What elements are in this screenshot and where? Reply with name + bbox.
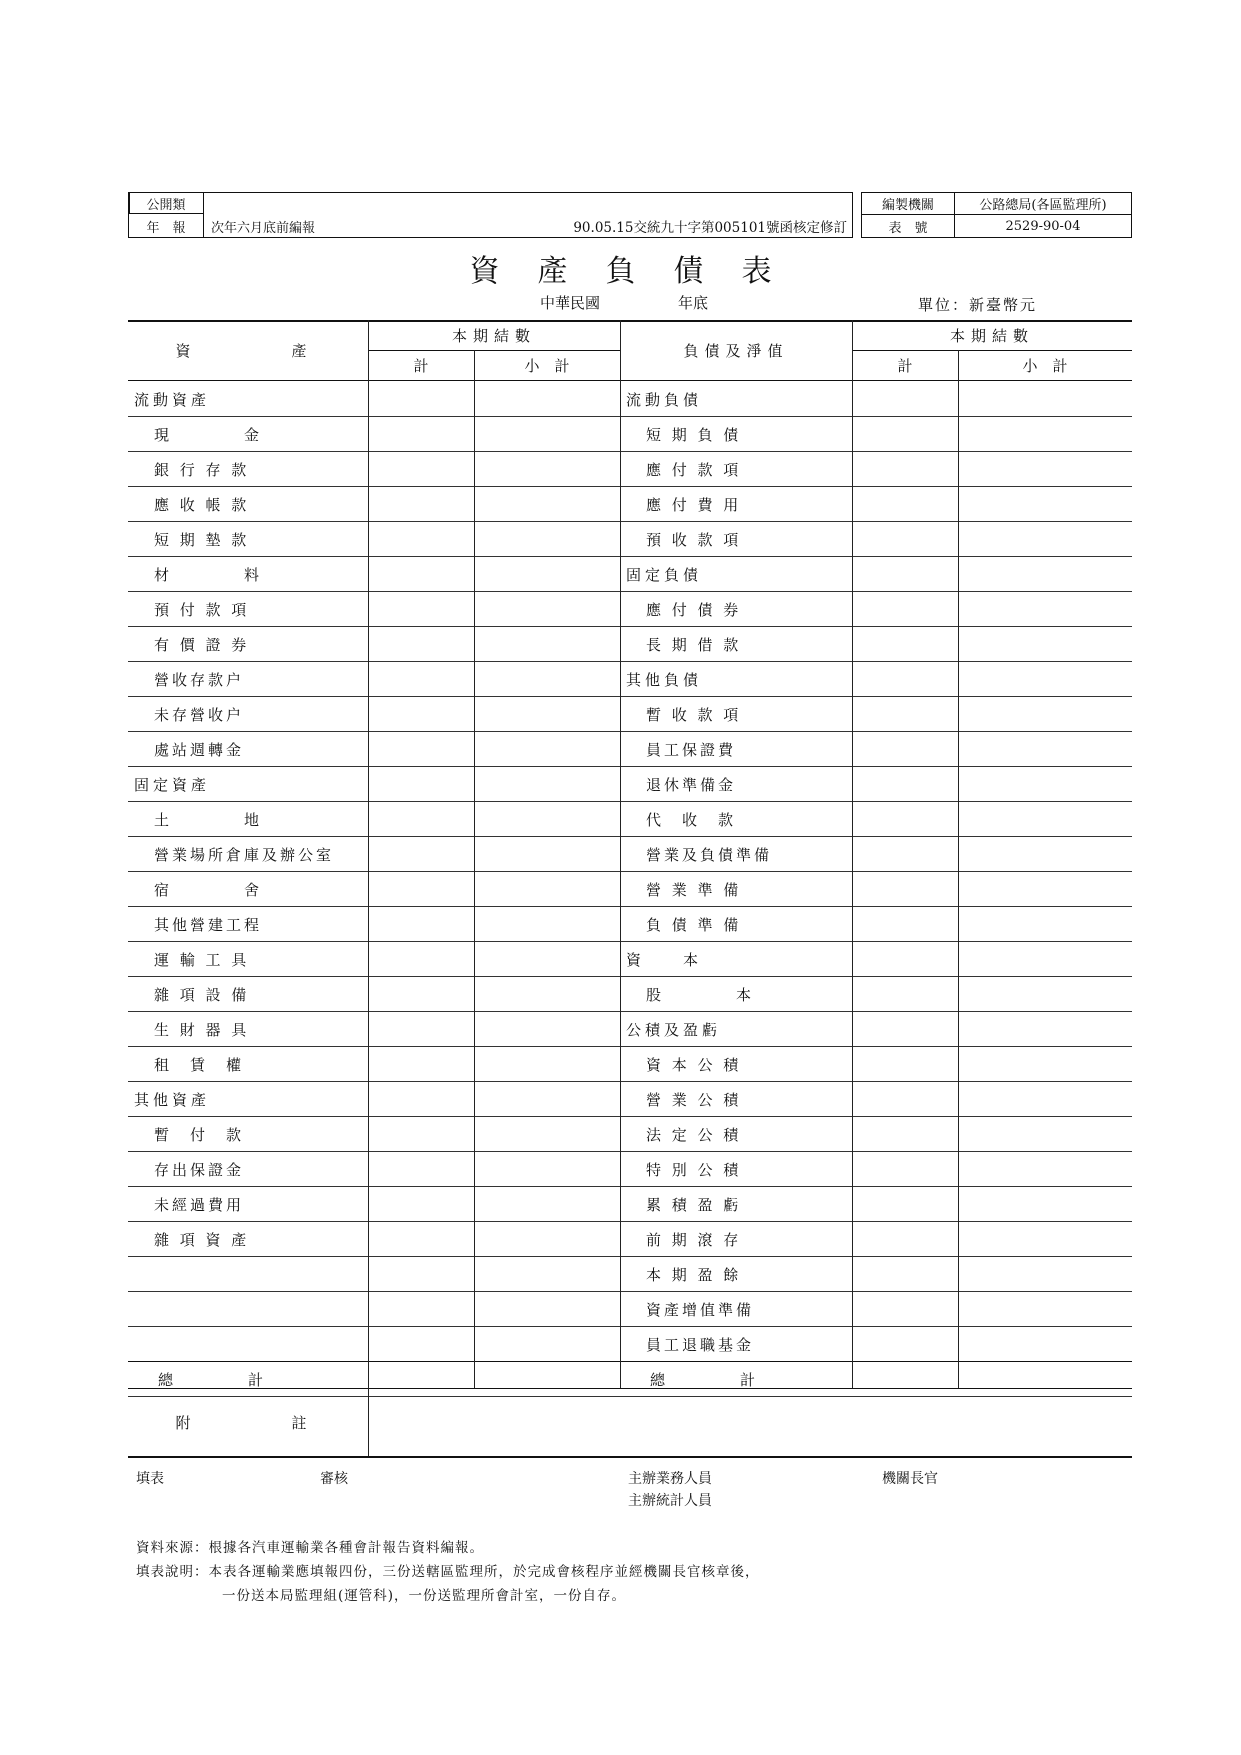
era-label: 中華民國 xyxy=(540,294,601,312)
left-total-cell[interactable] xyxy=(368,732,474,767)
filler-label: 填表 xyxy=(136,1471,164,1487)
left-row-label: 應 收 帳 款 xyxy=(154,496,250,514)
header-right-box xyxy=(861,192,1132,238)
left-total-cell[interactable] xyxy=(368,1152,474,1187)
right-subtotal-cell[interactable] xyxy=(958,802,1132,837)
right-subtotal-cell[interactable] xyxy=(958,522,1132,557)
table-row xyxy=(128,907,1132,942)
left-subtotal-cell[interactable] xyxy=(474,732,620,767)
table-row xyxy=(128,452,1132,487)
right-row-label: 員工退職基金 xyxy=(646,1336,755,1354)
right-row-label: 股 本 xyxy=(646,986,755,1004)
right-row-label: 特 別 公 積 xyxy=(646,1161,742,1179)
table-row xyxy=(128,802,1132,837)
left-row-label: 流動資產 xyxy=(134,391,211,409)
left-subtotal-cell[interactable] xyxy=(474,767,620,802)
right-total-cell[interactable] xyxy=(852,627,958,662)
notes-field[interactable] xyxy=(369,1388,1132,1456)
assets-header: 資 產 xyxy=(175,341,321,360)
right-row-label: 其他負債 xyxy=(626,671,703,689)
left-total-cell[interactable] xyxy=(368,592,474,627)
right-row-label: 短 期 負 債 xyxy=(646,426,742,444)
footnote-instruction-1: 填表說明：本表各運輸業應填報四份，三份送轄區監理所，於完成會核程序並經機關長官核章後， xyxy=(136,1564,760,1580)
right-subtotal-cell[interactable] xyxy=(958,1117,1132,1152)
right-period-header: 本期結數 xyxy=(949,326,1034,345)
left-row-label: 存出保證金 xyxy=(154,1161,245,1179)
right-subtotal-cell[interactable] xyxy=(958,1187,1132,1222)
page-title: 資產負債表 xyxy=(469,254,810,289)
table-row xyxy=(128,592,1132,627)
right-row-label: 負 債 準 備 xyxy=(646,916,742,934)
right-row-label: 公積及盈虧 xyxy=(626,1021,722,1039)
right-subtotal-cell[interactable] xyxy=(958,732,1132,767)
table-row xyxy=(128,662,1132,697)
right-row-label: 應 付 費 用 xyxy=(646,496,742,514)
left-subtotal-cell[interactable] xyxy=(474,522,620,557)
left-subtotal-cell[interactable] xyxy=(474,592,620,627)
left-row-label xyxy=(128,1327,368,1362)
left-total-col: 計 xyxy=(413,356,429,375)
right-total-cell[interactable] xyxy=(852,872,958,907)
right-subtotal-cell[interactable] xyxy=(958,767,1132,802)
table-row xyxy=(128,942,1132,977)
left-total-cell[interactable] xyxy=(368,1012,474,1047)
left-row-label: 雜 項 資 產 xyxy=(154,1231,250,1249)
right-row-label: 固定負債 xyxy=(626,566,703,584)
left-subtotal-cell[interactable] xyxy=(474,1152,620,1187)
right-subtotal-col: 小 計 xyxy=(1022,356,1068,375)
left-total-cell[interactable] xyxy=(368,1257,474,1292)
table-row xyxy=(128,732,1132,767)
left-row-label: 未存營收户 xyxy=(154,706,245,724)
table-row xyxy=(128,872,1132,907)
left-total-cell[interactable] xyxy=(368,802,474,837)
left-subtotal-cell[interactable] xyxy=(474,1187,620,1222)
table-row xyxy=(128,1327,1132,1362)
table-row xyxy=(128,1082,1132,1117)
right-subtotal-cell[interactable] xyxy=(958,1012,1132,1047)
right-total-cell[interactable] xyxy=(852,1117,958,1152)
form-number-label: 表 號 xyxy=(888,220,928,236)
right-total-cell[interactable] xyxy=(852,1187,958,1222)
left-row-label: 其他資產 xyxy=(134,1091,211,1109)
left-row-label: 租 賃 權 xyxy=(154,1056,245,1074)
right-subtotal-cell[interactable] xyxy=(958,662,1132,697)
left-row-label: 營收存款户 xyxy=(154,671,245,689)
agency-value: 公路總局(各區監理所) xyxy=(979,198,1107,213)
right-row-label: 本 期 盈 餘 xyxy=(646,1266,742,1284)
right-row-label: 員工保證費 xyxy=(646,741,737,759)
footnote-source: 資料來源：根據各汽車運輸業各種會計報告資料編報。 xyxy=(136,1540,484,1556)
table-row xyxy=(128,522,1132,557)
right-row-label: 營 業 準 備 xyxy=(646,881,742,899)
right-row-label: 資 本 xyxy=(626,951,703,969)
left-row-label: 宿 舍 xyxy=(154,881,263,899)
table-row xyxy=(128,977,1132,1012)
right-row-label: 法 定 公 積 xyxy=(646,1126,742,1144)
right-subtotal-cell[interactable] xyxy=(958,557,1132,592)
left-subtotal-cell[interactable] xyxy=(474,872,620,907)
balance-sheet-table xyxy=(128,320,1132,1457)
left-total-cell[interactable] xyxy=(368,1082,474,1117)
right-subtotal-cell[interactable] xyxy=(958,942,1132,977)
right-total-cell[interactable] xyxy=(852,1327,958,1362)
right-row-label: 預 收 款 項 xyxy=(646,531,742,549)
right-subtotal-cell[interactable] xyxy=(958,1292,1132,1327)
right-subtotal-cell[interactable] xyxy=(958,452,1132,487)
left-subtotal-cell[interactable] xyxy=(474,1047,620,1082)
right-total-cell[interactable] xyxy=(852,1257,958,1292)
right-total-cell[interactable] xyxy=(852,417,958,452)
right-subtotal-cell[interactable] xyxy=(958,1047,1132,1082)
left-subtotal-cell[interactable] xyxy=(474,1327,620,1362)
head-label: 機關長官 xyxy=(882,1471,938,1487)
header-left-box xyxy=(128,192,853,238)
right-row-label: 應 付 款 項 xyxy=(646,461,742,479)
right-total-col: 計 xyxy=(897,356,913,375)
left-row-label: 雜 項 設 備 xyxy=(154,986,250,1004)
stat-officer-label: 主辦統計人員 xyxy=(628,1493,712,1509)
right-total-cell[interactable] xyxy=(852,557,958,592)
right-total-cell[interactable] xyxy=(852,1292,958,1327)
table-row xyxy=(128,627,1132,662)
table-row xyxy=(128,1047,1132,1082)
left-subtotal-cell[interactable] xyxy=(474,1257,620,1292)
table-row xyxy=(128,1012,1132,1047)
right-row-label: 累 積 盈 虧 xyxy=(646,1196,742,1214)
left-row-label: 固定資產 xyxy=(134,776,211,794)
period-label: 年底 xyxy=(678,294,709,312)
right-total-cell[interactable] xyxy=(852,1082,958,1117)
right-total-cell[interactable] xyxy=(852,662,958,697)
left-row-label: 現 金 xyxy=(154,426,263,444)
left-row-label: 運 輸 工 具 xyxy=(154,951,250,969)
left-row-label xyxy=(128,1292,368,1327)
table-row xyxy=(128,557,1132,592)
left-subtotal-cell[interactable] xyxy=(474,802,620,837)
left-row-label: 材 料 xyxy=(154,566,263,584)
left-row-label: 其他營建工程 xyxy=(154,916,263,934)
right-total-cell[interactable] xyxy=(852,977,958,1012)
left-total-cell[interactable] xyxy=(368,907,474,942)
right-row-label: 流動負債 xyxy=(626,391,703,409)
right-subtotal-cell[interactable] xyxy=(958,977,1132,1012)
right-subtotal-cell[interactable] xyxy=(958,417,1132,452)
table-row xyxy=(128,1152,1132,1187)
left-row-label: 土 地 xyxy=(154,811,263,829)
left-total-cell[interactable] xyxy=(368,872,474,907)
right-row-label: 營 業 公 積 xyxy=(646,1091,742,1109)
approval-note: 90.05.15交統九十字第005101號函核定修訂 xyxy=(573,220,847,236)
table-row xyxy=(128,767,1132,802)
right-total-cell[interactable] xyxy=(852,1012,958,1047)
left-row-label: 短 期 墊 款 xyxy=(154,531,250,549)
table-row xyxy=(128,1292,1132,1327)
right-total-cell[interactable] xyxy=(852,837,958,872)
left-total-cell[interactable] xyxy=(368,627,474,662)
right-total-cell[interactable] xyxy=(852,907,958,942)
left-subtotal-cell[interactable] xyxy=(474,627,620,662)
left-total-cell[interactable] xyxy=(368,1292,474,1327)
liabilities-header: 負債及淨值 xyxy=(683,341,789,360)
right-row-label: 退休準備金 xyxy=(646,776,737,794)
left-subtotal-cell[interactable] xyxy=(474,1222,620,1257)
table-row xyxy=(128,1222,1132,1257)
left-subtotal-cell[interactable] xyxy=(474,417,620,452)
right-row-label: 總 計 xyxy=(650,1371,759,1389)
left-subtotal-cell[interactable] xyxy=(474,1292,620,1327)
left-total-cell[interactable] xyxy=(368,1187,474,1222)
left-total-cell[interactable] xyxy=(368,1047,474,1082)
report-type: 年 報 xyxy=(146,220,186,236)
right-total-cell[interactable] xyxy=(852,522,958,557)
left-subtotal-cell[interactable] xyxy=(474,697,620,732)
right-total-cell[interactable] xyxy=(852,452,958,487)
right-subtotal-cell[interactable] xyxy=(958,382,1132,417)
left-subtotal-cell[interactable] xyxy=(474,1117,620,1152)
right-subtotal-cell[interactable] xyxy=(958,907,1132,942)
right-total-cell[interactable] xyxy=(852,382,958,417)
left-period-header: 本期結數 xyxy=(451,326,536,345)
notes-label: 附 註 xyxy=(175,1413,321,1432)
right-subtotal-cell[interactable] xyxy=(958,627,1132,662)
reviewer-label: 審核 xyxy=(320,1471,348,1487)
right-total-cell[interactable] xyxy=(852,767,958,802)
right-subtotal-cell[interactable] xyxy=(958,592,1132,627)
left-total-cell[interactable] xyxy=(368,417,474,452)
business-officer-label: 主辦業務人員 xyxy=(628,1471,712,1487)
table-row xyxy=(128,1187,1132,1222)
right-total-cell[interactable] xyxy=(852,1047,958,1082)
left-row-label: 有 價 證 券 xyxy=(154,636,250,654)
table-row xyxy=(128,697,1132,732)
left-total-cell[interactable] xyxy=(368,837,474,872)
left-row-label: 處站週轉金 xyxy=(154,741,245,759)
table-row xyxy=(128,837,1132,872)
right-total-cell[interactable] xyxy=(852,802,958,837)
left-total-cell[interactable] xyxy=(368,977,474,1012)
table-row xyxy=(128,1117,1132,1152)
left-subtotal-cell[interactable] xyxy=(474,977,620,1012)
left-subtotal-cell[interactable] xyxy=(474,662,620,697)
right-row-label: 營業及負債準備 xyxy=(646,846,773,864)
left-subtotal-cell[interactable] xyxy=(474,452,620,487)
right-row-label: 長 期 借 款 xyxy=(646,636,742,654)
right-row-label: 資 本 公 積 xyxy=(646,1056,742,1074)
deadline-text: 次年六月底前編報 xyxy=(211,220,316,236)
left-row-label: 銀 行 存 款 xyxy=(154,461,250,479)
table-row xyxy=(128,1257,1132,1292)
left-row-label: 營業場所倉庫及辦公室 xyxy=(154,846,335,864)
signature-area xyxy=(128,1462,1132,1522)
table-row xyxy=(128,417,1132,452)
left-subtotal-cell[interactable] xyxy=(474,382,620,417)
left-row-label xyxy=(128,1257,368,1292)
agency-label: 編製機關 xyxy=(881,198,934,213)
right-row-label: 暫 收 款 項 xyxy=(646,706,742,724)
right-subtotal-cell[interactable] xyxy=(958,837,1132,872)
right-subtotal-cell[interactable] xyxy=(958,1327,1132,1362)
left-row-label: 未經過費用 xyxy=(154,1196,245,1214)
table-row xyxy=(128,487,1132,522)
left-total-cell[interactable] xyxy=(368,522,474,557)
right-subtotal-cell[interactable] xyxy=(958,872,1132,907)
left-subtotal-cell[interactable] xyxy=(474,1082,620,1117)
left-row-label: 生 財 器 具 xyxy=(154,1021,250,1039)
right-subtotal-cell[interactable] xyxy=(958,1257,1132,1292)
right-subtotal-cell[interactable] xyxy=(958,1152,1132,1187)
left-total-cell[interactable] xyxy=(368,767,474,802)
left-row-label: 總 計 xyxy=(158,1371,267,1389)
left-total-cell[interactable] xyxy=(368,452,474,487)
left-total-cell[interactable] xyxy=(368,1222,474,1257)
right-row-label: 資產增值準備 xyxy=(646,1301,755,1319)
right-row-label: 前 期 滾 存 xyxy=(646,1231,742,1249)
right-total-cell[interactable] xyxy=(852,487,958,522)
left-total-cell[interactable] xyxy=(368,662,474,697)
form-number: 2529-90-04 xyxy=(1005,218,1081,234)
left-subtotal-cell[interactable] xyxy=(474,907,620,942)
right-row-label: 應 付 債 券 xyxy=(646,601,742,619)
right-total-cell[interactable] xyxy=(852,942,958,977)
left-subtotal-cell[interactable] xyxy=(474,1012,620,1047)
left-row-label: 預 付 款 項 xyxy=(154,601,250,619)
right-total-cell[interactable] xyxy=(852,697,958,732)
left-subtotal-cell[interactable] xyxy=(474,557,620,592)
right-subtotal-cell[interactable] xyxy=(958,1082,1132,1117)
category-label: 公開類 xyxy=(146,197,186,213)
right-total-cell[interactable] xyxy=(852,732,958,767)
left-total-cell[interactable] xyxy=(368,1327,474,1362)
left-subtotal-cell[interactable] xyxy=(474,942,620,977)
right-total-cell[interactable] xyxy=(852,1152,958,1187)
left-subtotal-cell[interactable] xyxy=(474,487,620,522)
table-row xyxy=(128,382,1132,417)
left-subtotal-col: 小 計 xyxy=(524,356,570,375)
right-subtotal-cell[interactable] xyxy=(958,487,1132,522)
right-total-cell[interactable] xyxy=(852,592,958,627)
left-total-cell[interactable] xyxy=(368,487,474,522)
left-row-label: 暫 付 款 xyxy=(154,1126,245,1144)
right-subtotal-cell[interactable] xyxy=(958,697,1132,732)
footnote-instruction-2: 一份送本局監理組(運管科)，一份送監理所會計室，一份自存。 xyxy=(222,1588,627,1604)
left-total-cell[interactable] xyxy=(368,697,474,732)
left-total-cell[interactable] xyxy=(368,382,474,417)
unit-label: 單位：新臺幣元 xyxy=(918,296,1038,314)
right-total-cell[interactable] xyxy=(852,1222,958,1257)
right-row-label: 代 收 款 xyxy=(646,811,737,829)
left-total-cell[interactable] xyxy=(368,1117,474,1152)
left-total-cell[interactable] xyxy=(368,942,474,977)
left-total-cell[interactable] xyxy=(368,557,474,592)
left-subtotal-cell[interactable] xyxy=(474,837,620,872)
right-subtotal-cell[interactable] xyxy=(958,1222,1132,1257)
